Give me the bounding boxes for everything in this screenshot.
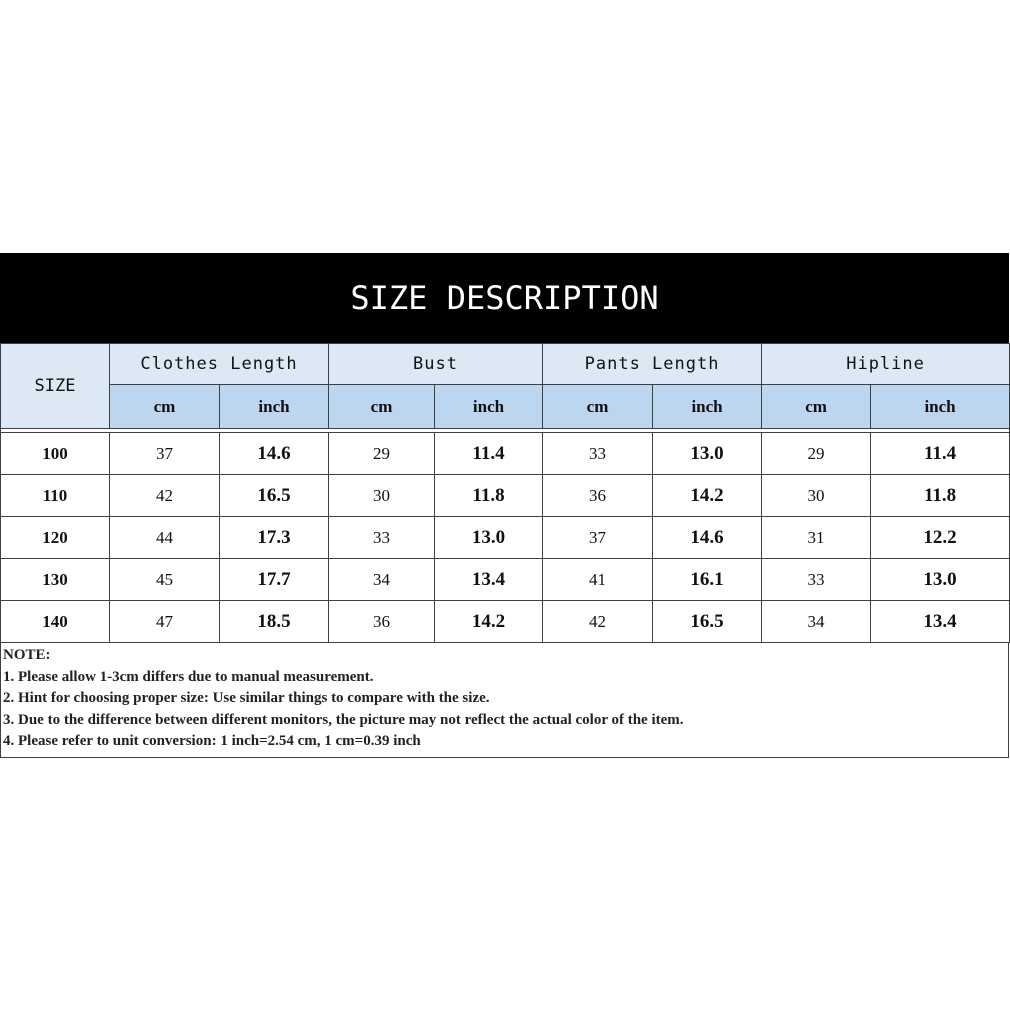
- size-cell: 140: [1, 601, 110, 643]
- pants-cm-cell: 37: [543, 517, 653, 559]
- bust-inch-cell: 13.4: [435, 559, 543, 601]
- hip-cm-cell: 33: [762, 559, 871, 601]
- pants-cm-cell: 41: [543, 559, 653, 601]
- hip-inch-cell: 13.0: [871, 559, 1010, 601]
- hip-inch-cell: 11.4: [871, 433, 1010, 475]
- hip-cm-cell: 34: [762, 601, 871, 643]
- bust-cm-header: cm: [329, 385, 435, 429]
- bust-inch-cell: 11.8: [435, 475, 543, 517]
- clothes-inch-cell: 17.7: [220, 559, 329, 601]
- table-row: [1, 559, 1010, 601]
- hip-cm-cell: 30: [762, 475, 871, 517]
- clothes-cm-cell: 42: [110, 475, 220, 517]
- hip-inch-header: inch: [871, 385, 1010, 429]
- clothes-inch-cell: 17.3: [220, 517, 329, 559]
- bust-cm-cell: 29: [329, 433, 435, 475]
- note-item: 2. Hint for choosing proper size: Use similar things to compare with the size.: [3, 690, 490, 706]
- clothes-cm-cell: 47: [110, 601, 220, 643]
- size-cell: 100: [1, 433, 110, 475]
- pants-cm-cell: 36: [543, 475, 653, 517]
- notes-box: [0, 643, 1009, 758]
- table-row: [1, 433, 1010, 475]
- pants-inch-cell: 13.0: [653, 433, 762, 475]
- bust-cm-cell: 34: [329, 559, 435, 601]
- size-table: [0, 343, 1010, 643]
- bust-inch-cell: 13.0: [435, 517, 543, 559]
- pants-inch-cell: 16.5: [653, 601, 762, 643]
- clothes-inch-cell: 16.5: [220, 475, 329, 517]
- bust-cm-cell: 33: [329, 517, 435, 559]
- table-row: [1, 475, 1010, 517]
- table-row: [1, 601, 1010, 643]
- bust-header: Bust: [329, 344, 543, 385]
- bust-inch-cell: 14.2: [435, 601, 543, 643]
- bust-cm-cell: 36: [329, 601, 435, 643]
- hipline-header: Hipline: [762, 344, 1010, 385]
- pants-inch-cell: 16.1: [653, 559, 762, 601]
- title-banner: [0, 253, 1009, 343]
- pants-inch-cell: 14.6: [653, 517, 762, 559]
- size-header: SIZE: [1, 344, 110, 429]
- clothes-cm-cell: 44: [110, 517, 220, 559]
- pants-cm-header: cm: [543, 385, 653, 429]
- clothes-cm-header: cm: [110, 385, 220, 429]
- clothes-cm-cell: 37: [110, 433, 220, 475]
- notes-heading: NOTE:: [3, 647, 51, 663]
- hip-cm-cell: 31: [762, 517, 871, 559]
- clothes-inch-header: inch: [220, 385, 329, 429]
- hip-cm-cell: 29: [762, 433, 871, 475]
- pants-cm-cell: 33: [543, 433, 653, 475]
- hip-cm-header: cm: [762, 385, 871, 429]
- clothes-cm-cell: 45: [110, 559, 220, 601]
- page-title: SIZE DESCRIPTION: [350, 279, 659, 317]
- hip-inch-cell: 11.8: [871, 475, 1010, 517]
- unit-header-row: [1, 385, 1010, 429]
- pants-length-header: Pants Length: [543, 344, 762, 385]
- clothes-length-header: Clothes Length: [110, 344, 329, 385]
- bust-inch-header: inch: [435, 385, 543, 429]
- pants-inch-header: inch: [653, 385, 762, 429]
- note-item: 4. Please refer to unit conversion: 1 inch=2.54 cm, 1 cm=0.39 inch: [3, 733, 421, 749]
- clothes-inch-cell: 14.6: [220, 433, 329, 475]
- note-item: 1. Please allow 1-3cm differs due to manual measurement.: [3, 668, 374, 685]
- bust-inch-cell: 11.4: [435, 433, 543, 475]
- note-item: 3. Due to the difference between different monitors, the picture may not reflect the actual color of the item.: [3, 711, 684, 728]
- pants-cm-cell: 42: [543, 601, 653, 643]
- size-chart: [0, 253, 1009, 758]
- table-row: [1, 517, 1010, 559]
- size-cell: 110: [1, 475, 110, 517]
- hip-inch-cell: 12.2: [871, 517, 1010, 559]
- size-cell: 130: [1, 559, 110, 601]
- group-header-row: [1, 344, 1010, 385]
- hip-inch-cell: 13.4: [871, 601, 1010, 643]
- size-cell: 120: [1, 517, 110, 559]
- pants-inch-cell: 14.2: [653, 475, 762, 517]
- bust-cm-cell: 30: [329, 475, 435, 517]
- clothes-inch-cell: 18.5: [220, 601, 329, 643]
